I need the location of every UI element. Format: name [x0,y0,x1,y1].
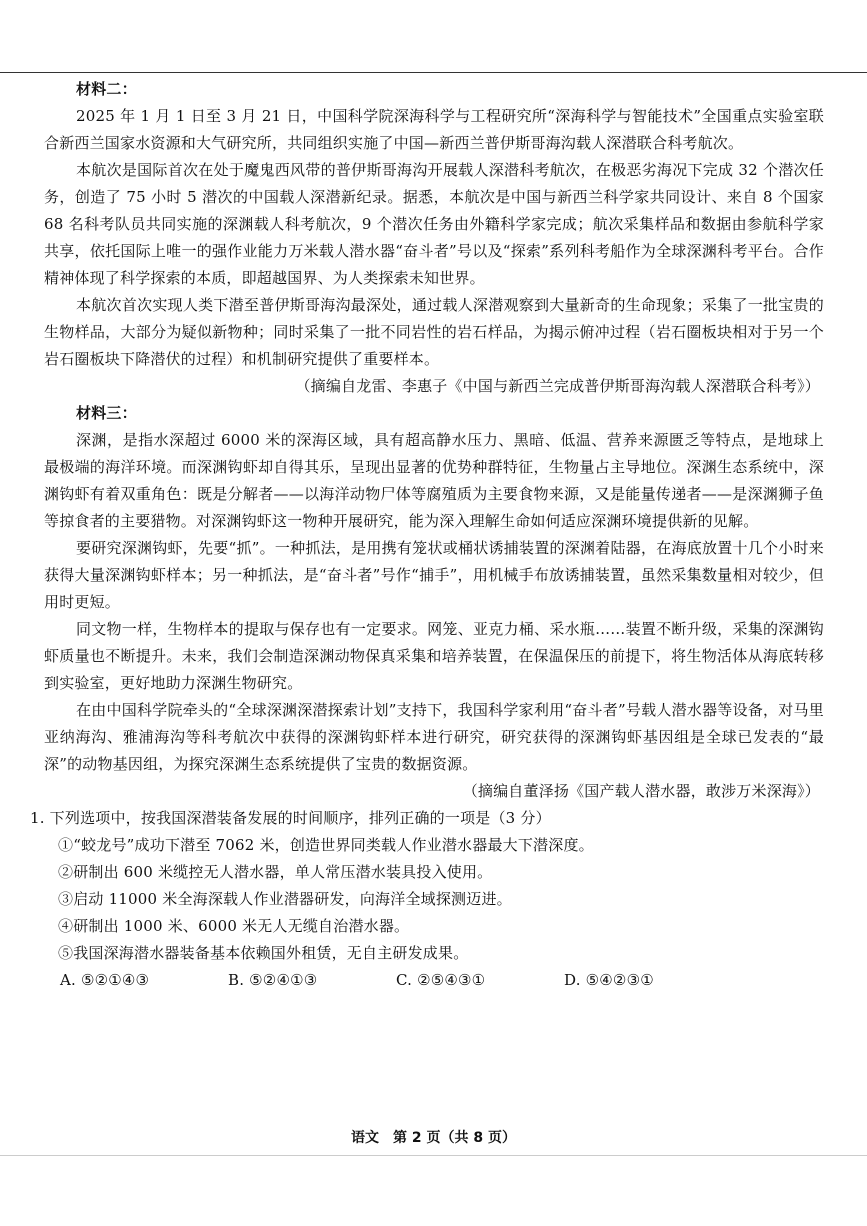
material3-heading: 材料三： [76,404,137,422]
bottom-divider [0,1155,867,1156]
question-stem: 1. 下列选项中，按我国深潜装备发展的时间顺序，排列正确的一项是（3 分） [30,809,551,827]
top-divider [0,72,867,73]
option-c: C. ②⑤④③① [396,971,486,989]
answer-options [44,967,824,994]
question-item: ④研制出 1000 米、6000 米无人无缆自治潜水器。 [58,917,410,935]
option-b: B. ⑤②④①③ [228,971,318,989]
page-footer: 语文 第 2 页（共 8 页） [351,1130,516,1146]
material3-citation: （摘编自董泽扬《国产载人潜水器，敢涉万米深海》） [462,782,820,800]
option-d: D. ⑤④②③① [564,971,654,989]
question-item: ①“蛟龙号”成功下潜至 7062 米，创造世界同类载人作业潜水器最大下潜深度。 [58,836,594,854]
material2-citation: （摘编自龙雷、李惠子《中国与新西兰完成普伊斯哥海沟载人深潜联合科考》） [295,377,820,395]
material3-paragraph: 在由中国科学院牵头的“全球深渊深潜探索计划”支持下，我国科学家利用“奋斗者”号载人潜水器等设备，对马里亚纳海沟、雅浦海沟等科考航次中获得的深渊钩虾样本进行研究，研究获得的深渊钩虾基因组是全球已发表的“最深”的动物基因组，为探究深渊生态系统提供了宝贵的数据资源。 [44,701,824,773]
question-item: ③启动 11000 米全海深载人作业潜器研发，向海洋全域探测迈进。 [58,890,512,908]
material2-paragraph: 本航次是国际首次在处于魔鬼西风带的普伊斯哥海沟开展载人深潜科考航次，在极恶劣海况下完成 32 个潜次任务，创造了 75 小时 5 潜次的中国载人深潜新纪录。据悉，本航次是中国与新西兰科学家共同设计、来自 8 个国家 68 名科考队员共同实施的深渊载人科考航次，9 个潜次任务由外籍科学家完成；航次采集样品和数据由参航科学家共享，依托国际上唯一的强作业能力万米载人潜水器“奋斗者”号以及“探索”系列科考船作为全球深渊科考平台。合作精神体现了科学探索的本质，即超越国界、为人类探索未知世界。 [44,161,824,287]
material3-paragraph: 要研究深渊钩虾，先要“抓”。一种抓法，是用携有笼状或桶状诱捕装置的深渊着陆器，在海底放置十几个小时来获得大量深渊钩虾样本；另一种抓法，是“奋斗者”号作“捕手”，用机械手布放诱捕装置，虽然采集数量相对较少，但用时更短。 [44,539,824,611]
option-a: A. ⑤②①④③ [60,971,150,989]
question-item: ②研制出 600 米缆控无人潜水器，单人常压潜水装具投入使用。 [58,863,493,881]
material3-paragraph: 同文物一样，生物样本的提取与保存也有一定要求。网笼、亚克力桶、采水瓶……装置不断升级，采集的深渊钩虾质量也不断提升。未来，我们会制造深渊动物保真采集和培养装置，在保温保压的前提下，将生物活体从海底转移到实验室，更好地助力深渊生物研究。 [44,620,824,692]
question-item: ⑤我国深海潜水器装备基本依赖国外租赁，无自主研发成果。 [58,944,469,962]
material3-paragraph: 深渊，是指水深超过 6000 米的深海区域，具有超高静水压力、黑暗、低温、营养来源匮乏等特点，是地球上最极端的海洋环境。而深渊钩虾却自得其乐，呈现出显著的优势种群特征，生物量占主导地位。深渊生态系统中，深渊钩虾有着双重角色：既是分解者——以海洋动物尸体等腐殖质为主要食物来源，又是能量传递者——是深渊狮子鱼等掠食者的主要猎物。对深渊钩虾这一物种开展研究，能为深入理解生命如何适应深渊环境提供新的见解。 [44,431,824,530]
material2-paragraph: 2025 年 1 月 1 日至 3 月 21 日，中国科学院深海科学与工程研究所“深海科学与智能技术”全国重点实验室联合新西兰国家水资源和大气研究所，共同组织实施了中国—新西兰普伊斯哥海沟载人深潜联合科考航次。 [44,107,824,152]
material2-heading: 材料二： [76,80,137,98]
material2-paragraph: 本航次首次实现人类下潜至普伊斯哥海沟最深处，通过载人深潜观察到大量新奇的生命现象；采集了一批宝贵的生物样品，大部分为疑似新物种；同时采集了一批不同岩性的岩石样品，为揭示俯冲过程（岩石圈板块相对于另一个岩石圈板块下降潜伏的过程）和机制研究提供了重要样本。 [44,296,824,368]
page-content [30,76,824,994]
